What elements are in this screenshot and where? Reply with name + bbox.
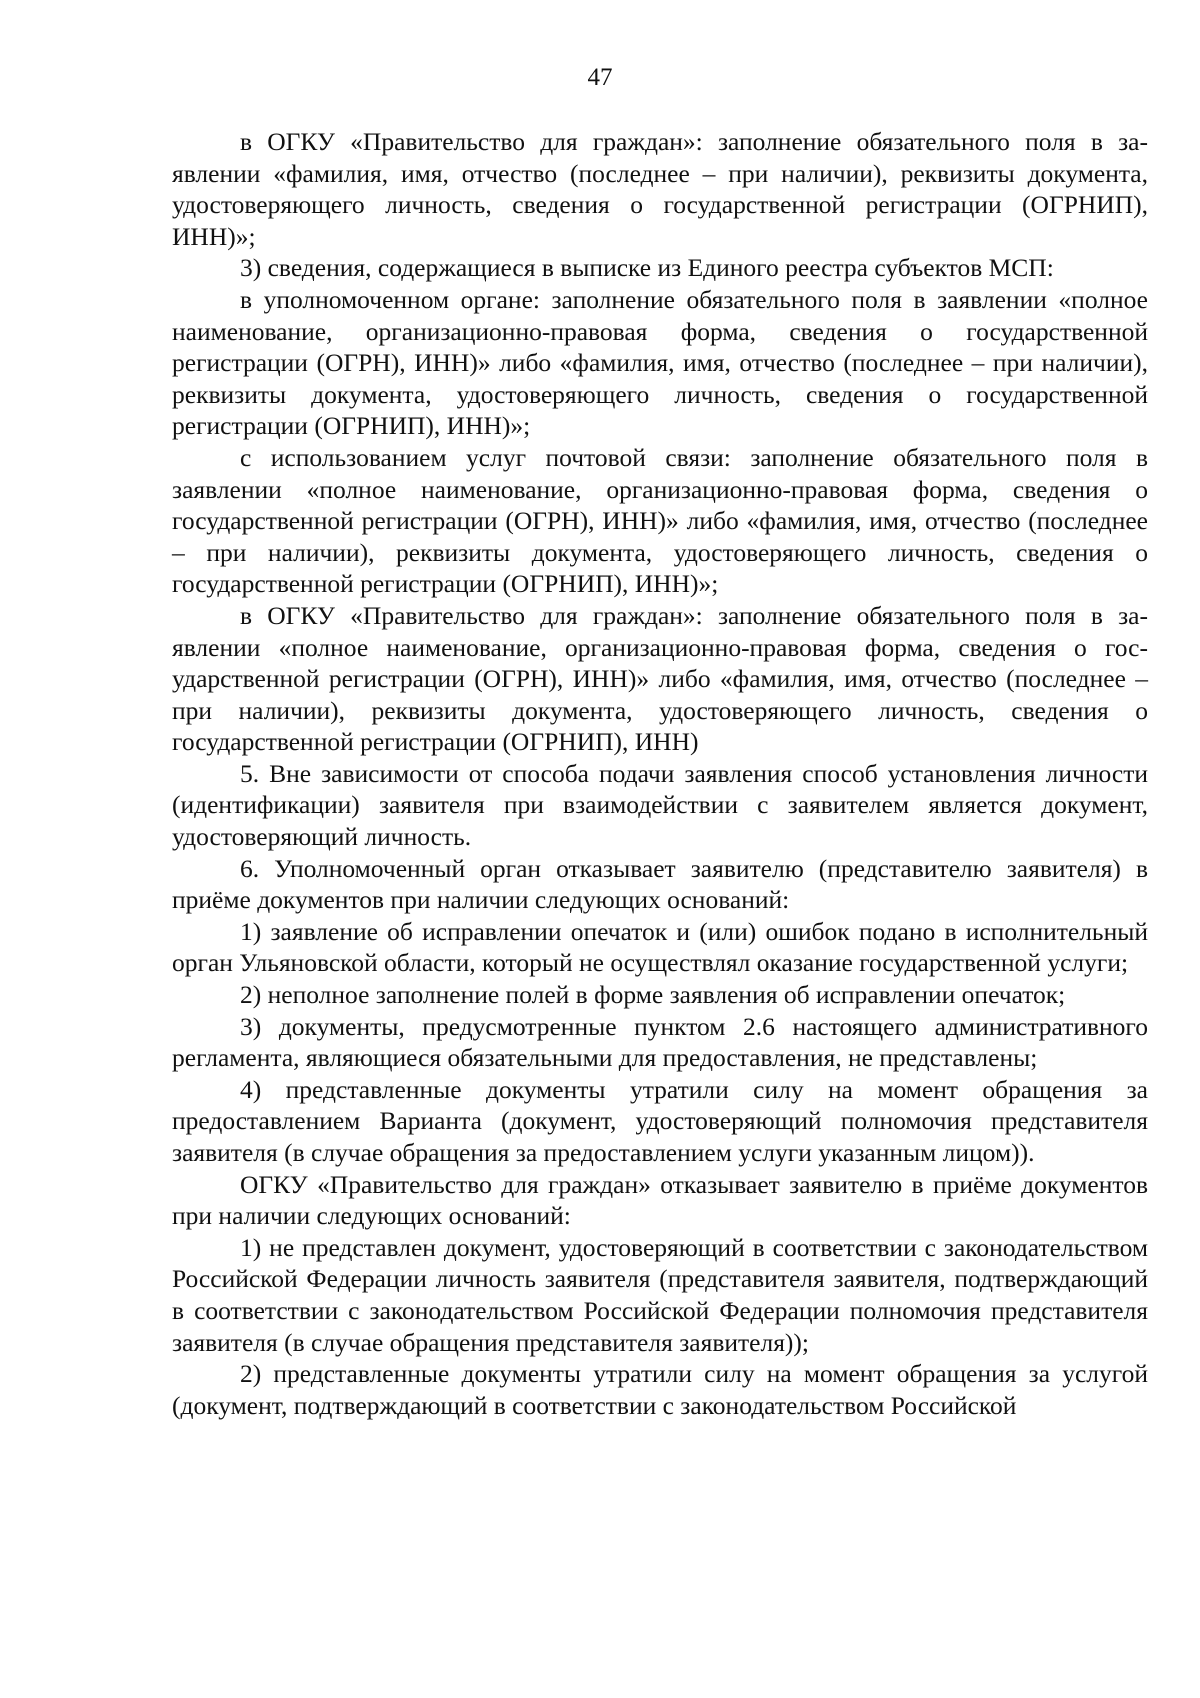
paragraph: 1) заявление об исправлении опечаток и (или) ошибок подано в исполнительный орган Ульяновской области, который не осуществлял оказание государственной услуги; [172,916,1148,978]
paragraph: в ОГКУ «Правительство для граждан»: заполнение обязательного поля в заявлении «полное наименование, организационно-правовая форма, сведения о государственной регистрации (ОГРН), ИНН)» либо «фамилия, имя, отчество (последнее – при наличии), реквизиты документа, удостоверяющего личность, сведения о государственной регистрации (ОГРНИП), ИНН) [172,600,1148,757]
paragraph: в ОГКУ «Правительство для граждан»: заполнение обязательного поля в заявлении «фамилия, имя, отчество (последнее – при наличии), реквизиты документа, удостоверяющего личность, сведения о государственной регистрации (ОГРНИП), ИНН)»; [172,127,1148,251]
paragraph: 5. Вне зависимости от способа подачи заявления способ установления личности (идентификации) заявителя при взаимодействии с заявителем является документ, удостоверяющий личность. [172,758,1148,852]
paragraph: 2) представленные документы утратили силу на момент обращения за услугой (документ, подтверждающий в соответствии с законодательством Российской [172,1359,1148,1420]
paragraph: 2) неполное заполнение полей в форме заявления об исправлении опечаток; [240,980,1066,1010]
paragraph: в уполномоченном органе: заполнение обязательного поля в заявлении «полное наименование, организационно-правовая форма, сведения о государственной регистрации (ОГРН), ИНН)» либо «фамилия, имя, отчество (последнее – при наличии), реквизиты документа, удостоверяющего личность, сведения о государственной регистрации (ОГРНИП), ИНН)»; [172,284,1148,441]
paragraph: ОГКУ «Правительство для граждан» отказывает заявителю в приёме документов при наличии следующих оснований: [172,1169,1148,1231]
paragraph: 3) документы, предусмотренные пунктом 2.6 настоящего административного регламента, являющиеся обязательными для предоставления, не представлены; [172,1011,1148,1073]
document-body [172,126,1148,1421]
paragraph: 3) сведения, содержащиеся в выписке из Единого реестра субъектов МСП: [240,253,1054,283]
paragraph: с использованием услуг почтовой связи: заполнение обязательного поля в заявлении «полное наименование, организационно-правовая форма, сведения о государственной регистрации (ОГРН), ИНН)» либо «фамилия, имя, отчество (последнее – при наличии), реквизиты документа, удостоверяющего личность, сведения о государственной регистрации (ОГРНИП), ИНН)»; [172,442,1148,599]
page-number: 47 [587,64,613,91]
paragraph: 1) не представлен документ, удостоверяющий в соответствии с законодательством Российской Федерации личность заявителя (представителя заявителя, подтверждающий в соответствии с законодательством Российской Федерации полномочия представителя заявителя (в случае обращения представителя заявителя)); [172,1232,1148,1357]
paragraph: 4) представленные документы утратили силу на момент обращения за предоставлением Варианта (документ, удостоверяющий полномочия представителя заявителя (в случае обращения за предоставлением услуги указанным лицом)). [172,1074,1148,1167]
paragraph: 6. Уполномоченный орган отказывает заявителю (представителю заявителя) в приёме документов при наличии следующих оснований: [172,853,1148,915]
